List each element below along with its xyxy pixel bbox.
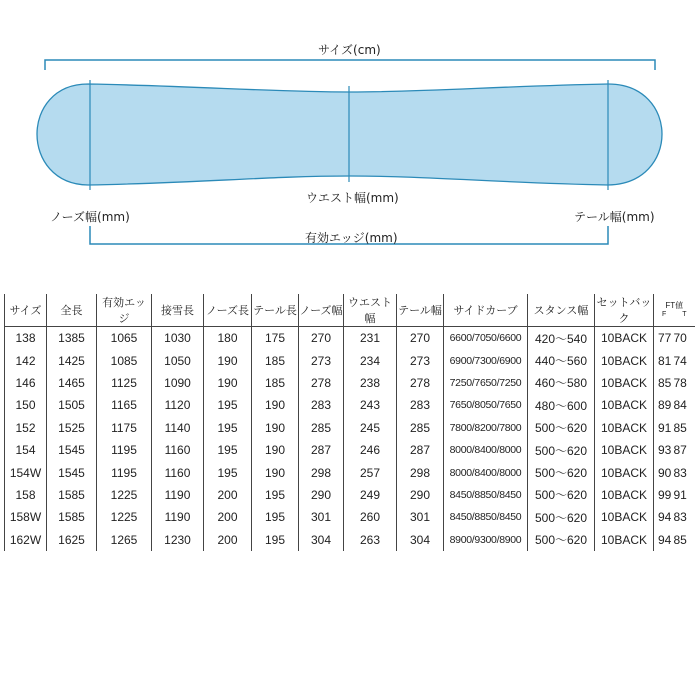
table-row [5, 461, 695, 483]
cell-size: 162W [5, 529, 47, 551]
cell-setback: 10BACK [595, 417, 654, 439]
cell-nose-length: 190 [204, 372, 252, 394]
cell-ft-t: 83 [673, 510, 687, 525]
waist-width-label: ウエスト幅(mm) [306, 191, 399, 205]
cell-tail-length: 175 [252, 327, 299, 350]
cell-tail-width: 304 [397, 529, 444, 551]
header-sidecut: サイドカーブ [444, 294, 528, 327]
cell-sidecut: 8000/8400/8000 [444, 461, 528, 483]
cell-sidecut: 8450/8850/8450 [444, 506, 528, 528]
cell-nose-length: 195 [204, 439, 252, 461]
header-stance: スタンス幅 [528, 294, 595, 327]
cell-waist-width: 238 [344, 372, 397, 394]
size-dimension-line [45, 60, 655, 70]
cell-nose-width: 301 [299, 506, 344, 528]
table-row [5, 529, 695, 551]
cell-setback: 10BACK [595, 439, 654, 461]
cell-effective-edge: 1265 [97, 529, 152, 551]
cell-tail-width: 298 [397, 461, 444, 483]
cell-contact-length: 1190 [152, 484, 204, 506]
cell-stance: 500～620 [528, 529, 595, 551]
header-nose-length: ノーズ長 [204, 294, 252, 327]
header-tail-width: テール幅 [397, 294, 444, 327]
cell-contact-length: 1190 [152, 506, 204, 528]
cell-length: 1465 [47, 372, 97, 394]
header-effective-edge: 有効エッジ [97, 294, 152, 327]
cell-length: 1525 [47, 417, 97, 439]
cell-nose-width: 283 [299, 394, 344, 416]
cell-effective-edge: 1225 [97, 484, 152, 506]
cell-length: 1585 [47, 484, 97, 506]
cell-nose-width: 273 [299, 349, 344, 371]
cell-nose-length: 200 [204, 529, 252, 551]
cell-ft-t: 78 [673, 375, 687, 390]
cell-nose-length: 195 [204, 461, 252, 483]
cell-sidecut: 8000/8400/8000 [444, 439, 528, 461]
header-tail-length: テール長 [252, 294, 299, 327]
cell-stance: 500～620 [528, 461, 595, 483]
cell-size: 158 [5, 484, 47, 506]
cell-nose-width: 270 [299, 327, 344, 350]
cell-ft-f: 94 [654, 506, 674, 528]
cell-waist-width: 234 [344, 349, 397, 371]
cell-effective-edge: 1175 [97, 417, 152, 439]
cell-size: 150 [5, 394, 47, 416]
cell-ft-t: 83 [673, 465, 687, 480]
cell-sidecut: 7800/8200/7800 [444, 417, 528, 439]
cell-sidecut: 7650/8050/7650 [444, 394, 528, 416]
cell-waist-width: 249 [344, 484, 397, 506]
cell-stance: 440～560 [528, 349, 595, 371]
cell-effective-edge: 1125 [97, 372, 152, 394]
cell-ft-t: 85 [673, 420, 687, 435]
cell-waist-width: 245 [344, 417, 397, 439]
cell-waist-width: 260 [344, 506, 397, 528]
table-row [5, 372, 695, 394]
cell-tail-width: 270 [397, 327, 444, 350]
cell-ft-f: 89 [654, 394, 674, 416]
cell-tail-length: 195 [252, 484, 299, 506]
cell-contact-length: 1160 [152, 461, 204, 483]
cell-nose-width: 298 [299, 461, 344, 483]
cell-nose-width: 278 [299, 372, 344, 394]
cell-length: 1625 [47, 529, 97, 551]
cell-tail-length: 185 [252, 349, 299, 371]
spec-table [4, 294, 695, 551]
cell-ft-f: 90 [654, 461, 674, 483]
cell-size: 152 [5, 417, 47, 439]
header-nose-width: ノーズ幅 [299, 294, 344, 327]
cell-sidecut: 6900/7300/6900 [444, 349, 528, 371]
cell-sidecut: 8900/9300/8900 [444, 529, 528, 551]
cell-waist-width: 231 [344, 327, 397, 350]
cell-setback: 10BACK [595, 506, 654, 528]
ft-f-label: F [661, 310, 667, 318]
cell-nose-width: 285 [299, 417, 344, 439]
header-size: サイズ [5, 294, 47, 327]
table-header-row [5, 294, 695, 327]
cell-setback: 10BACK [595, 372, 654, 394]
cell-waist-width: 263 [344, 529, 397, 551]
cell-stance: 500～620 [528, 506, 595, 528]
cell-nose-length: 200 [204, 484, 252, 506]
cell-nose-length: 195 [204, 394, 252, 416]
header-contact-length: 接雪長 [152, 294, 204, 327]
cell-length: 1425 [47, 349, 97, 371]
cell-effective-edge: 1195 [97, 439, 152, 461]
cell-contact-length: 1120 [152, 394, 204, 416]
cell-ft-t: 91 [673, 487, 687, 502]
cell-size: 142 [5, 349, 47, 371]
cell-ft-t: 84 [673, 398, 687, 413]
cell-ft-f: 93 [654, 439, 674, 461]
cell-contact-length: 1050 [152, 349, 204, 371]
cell-ft-f: 94 [654, 529, 674, 551]
header-length: 全長 [47, 294, 97, 327]
header-ft-value [654, 294, 695, 327]
table-row [5, 417, 695, 439]
cell-setback: 10BACK [595, 327, 654, 350]
cell-ft-f: 81 [654, 349, 674, 371]
cell-effective-edge: 1195 [97, 461, 152, 483]
cell-setback: 10BACK [595, 461, 654, 483]
cell-nose-length: 180 [204, 327, 252, 350]
cell-length: 1505 [47, 394, 97, 416]
cell-size: 138 [5, 327, 47, 350]
cell-effective-edge: 1225 [97, 506, 152, 528]
cell-tail-width: 285 [397, 417, 444, 439]
cell-tail-width: 301 [397, 506, 444, 528]
cell-setback: 10BACK [595, 529, 654, 551]
cell-length: 1545 [47, 439, 97, 461]
cell-size: 158W [5, 506, 47, 528]
cell-tail-length: 190 [252, 439, 299, 461]
cell-ft-t: 70 [673, 331, 687, 346]
cell-size: 154W [5, 461, 47, 483]
cell-ft-t: 85 [673, 532, 687, 547]
cell-setback: 10BACK [595, 484, 654, 506]
cell-effective-edge: 1165 [97, 394, 152, 416]
cell-ft-f: 91 [654, 417, 674, 439]
table-row [5, 327, 695, 350]
table-row [5, 484, 695, 506]
cell-sidecut: 7250/7650/7250 [444, 372, 528, 394]
cell-size: 146 [5, 372, 47, 394]
ft-title: FT値 [665, 300, 684, 310]
cell-tail-length: 190 [252, 461, 299, 483]
cell-tail-length: 185 [252, 372, 299, 394]
cell-nose-length: 190 [204, 349, 252, 371]
cell-stance: 500～620 [528, 484, 595, 506]
cell-ft-f: 85 [654, 372, 674, 394]
effective-edge-label: 有効エッジ(mm) [305, 231, 398, 245]
cell-ft-f: 99 [654, 484, 674, 506]
cell-size: 154 [5, 439, 47, 461]
cell-nose-length: 195 [204, 417, 252, 439]
cell-setback: 10BACK [595, 394, 654, 416]
header-waist-width: ウエスト幅 [344, 294, 397, 327]
cell-stance: 460～580 [528, 372, 595, 394]
cell-ft-t: 87 [673, 443, 687, 458]
cell-contact-length: 1140 [152, 417, 204, 439]
cell-ft-t: 74 [673, 353, 687, 368]
header-setback: セットバック [595, 294, 654, 327]
cell-sidecut: 6600/7050/6600 [444, 327, 528, 350]
cell-stance: 420～540 [528, 327, 595, 350]
cell-tail-length: 195 [252, 529, 299, 551]
cell-length: 1545 [47, 461, 97, 483]
cell-length: 1385 [47, 327, 97, 350]
table-row [5, 394, 695, 416]
cell-nose-width: 287 [299, 439, 344, 461]
cell-stance: 500～620 [528, 439, 595, 461]
cell-tail-length: 195 [252, 506, 299, 528]
cell-nose-width: 290 [299, 484, 344, 506]
size-label: サイズ(cm) [318, 43, 381, 57]
cell-sidecut: 8450/8850/8450 [444, 484, 528, 506]
cell-tail-width: 273 [397, 349, 444, 371]
cell-length: 1585 [47, 506, 97, 528]
cell-waist-width: 257 [344, 461, 397, 483]
cell-tail-length: 190 [252, 394, 299, 416]
nose-width-label: ノーズ幅(mm) [50, 210, 130, 224]
table-row [5, 439, 695, 461]
table-body [5, 327, 695, 551]
cell-stance: 500～620 [528, 417, 595, 439]
cell-nose-length: 200 [204, 506, 252, 528]
cell-setback: 10BACK [595, 349, 654, 371]
cell-waist-width: 243 [344, 394, 397, 416]
cell-effective-edge: 1065 [97, 327, 152, 350]
tail-width-label: テール幅(mm) [574, 210, 655, 224]
cell-tail-width: 283 [397, 394, 444, 416]
cell-effective-edge: 1085 [97, 349, 152, 371]
cell-stance: 480～600 [528, 394, 595, 416]
cell-ft-f: 77 [654, 327, 674, 350]
cell-contact-length: 1090 [152, 372, 204, 394]
cell-tail-width: 290 [397, 484, 444, 506]
cell-tail-width: 278 [397, 372, 444, 394]
cell-tail-width: 287 [397, 439, 444, 461]
cell-tail-length: 190 [252, 417, 299, 439]
cell-waist-width: 246 [344, 439, 397, 461]
cell-contact-length: 1030 [152, 327, 204, 350]
cell-contact-length: 1230 [152, 529, 204, 551]
table-row [5, 506, 695, 528]
cell-nose-width: 304 [299, 529, 344, 551]
table-row [5, 349, 695, 371]
ft-t-label: T [682, 310, 687, 318]
cell-contact-length: 1160 [152, 439, 204, 461]
